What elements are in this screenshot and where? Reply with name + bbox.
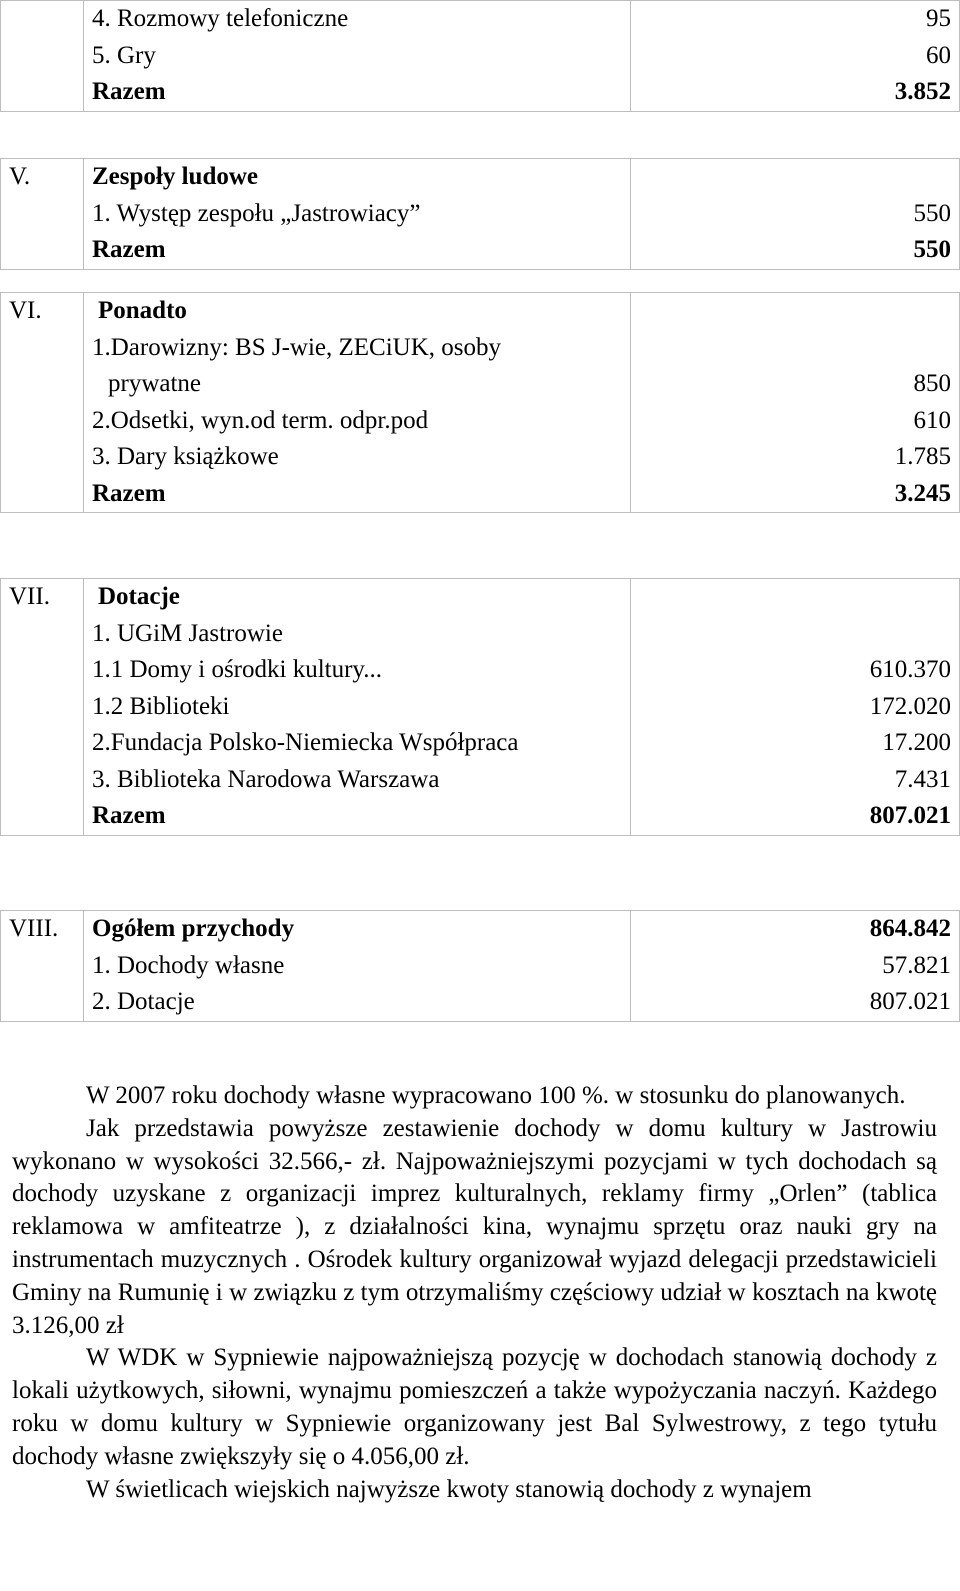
- row-value: [631, 330, 951, 367]
- row-value: 610.370: [869, 656, 951, 683]
- paragraph: W WDK w Sypniewie najpoważniejszą pozycję w dochodach stanowią dochody z lokali użytkowych, siłowni, wynajmu pomieszczeń a także wypożyczania naczyń. Każdego roku w domu kultury w Sypniewie organizowany jest Bal Sylwestrowy, z tego tytułu dochody własne zwiększyły się o 4.056,00 zł.: [12, 1344, 937, 1470]
- roman-cell: [1, 579, 84, 836]
- row-value: [631, 159, 951, 196]
- roman-cell: [1, 293, 84, 513]
- section-number: VIII.: [9, 915, 59, 942]
- row-value: 850: [913, 370, 951, 397]
- row-value: 7.431: [894, 765, 951, 793]
- row-label: 3. Dary książkowe: [92, 443, 279, 470]
- total-value: 864.842: [869, 915, 951, 942]
- label-cell: [84, 911, 631, 1022]
- row-value: 610: [913, 406, 951, 434]
- total-label: Razem: [92, 479, 166, 507]
- section-vii-table: [0, 578, 960, 836]
- roman-cell: [1, 159, 84, 270]
- row-label: 3. Biblioteka Narodowa Warszawa: [92, 765, 440, 793]
- body-text: [12, 1080, 937, 1506]
- section-iv-table: [0, 0, 960, 112]
- section-heading: Ogółem przychody: [92, 915, 295, 942]
- value-cell: [631, 159, 960, 270]
- row-label: 1.Darowizny: BS J-wie, ZECiUK, osoby: [92, 333, 501, 361]
- paragraph: W świetlicach wiejskich najwyższe kwoty stanowią dochody z wynajem: [86, 1475, 812, 1503]
- section-vi-table: [0, 292, 960, 513]
- label-cell: [84, 159, 631, 270]
- row-label: 1. Występ zespołu „Jastrowiacy”: [92, 199, 421, 227]
- label-cell: [84, 293, 631, 513]
- paragraph: Jak przedstawia powyższe zestawienie dochody w domu kultury w Jastrowiu wykonano w wysokości 32.566,- zł. Najpoważniejszymi pozycjami w tych dochodach są dochody uzyskane z organizacji imprez kulturalnych, reklamy firmy „Orlen” (tablica reklamowa w amfiteatrze ), z działalności kina, wynajmu sprzętu oraz nauki gry na instrumentach muzycznych . Ośrodek kultury organizował wyjazd delegacji przedstawicieli Gminy na Rumunię i w związku z tym otrzymaliśmy częściowy udział w kosztach na kwotę 3.126,00 zł: [12, 1114, 937, 1339]
- row-value: 60: [926, 41, 951, 69]
- row-label: 5. Gry: [92, 41, 156, 69]
- value-cell: [631, 1, 960, 112]
- total-value: 807.021: [869, 802, 951, 829]
- row-value: [631, 579, 951, 616]
- total-label: Razem: [92, 802, 166, 829]
- row-label: 1. UGiM Jastrowie: [92, 619, 283, 647]
- row-label: 2. Dotacje: [92, 988, 195, 1015]
- row-label: 1.2 Biblioteki: [92, 692, 230, 720]
- label-cell: [84, 579, 631, 836]
- total-value: 3.245: [894, 479, 951, 507]
- row-value: 17.200: [882, 729, 951, 756]
- section-heading: Zespoły ludowe: [92, 163, 259, 190]
- section-number: VI.: [9, 297, 42, 324]
- row-value: 1.785: [894, 443, 951, 470]
- row-label: 2.Odsetki, wyn.od term. odpr.pod: [92, 406, 429, 434]
- row-value: 172.020: [869, 692, 951, 720]
- roman-cell: [1, 911, 84, 1022]
- row-label: 2.Fundacja Polsko-Niemiecka Współpraca: [92, 729, 519, 756]
- total-value: 550: [913, 236, 951, 263]
- row-label: 1. Dochody własne: [92, 951, 285, 979]
- total-label: Razem: [92, 78, 166, 105]
- row-value: [631, 616, 951, 653]
- section-number: VII.: [9, 583, 50, 610]
- row-value: 95: [926, 5, 951, 32]
- label-cell: [84, 1, 631, 112]
- row-label: 4. Rozmowy telefoniczne: [92, 5, 349, 32]
- total-label: Razem: [92, 236, 166, 263]
- section-heading: Ponadto: [98, 297, 187, 324]
- value-cell: [631, 579, 960, 836]
- row-value: [631, 293, 951, 330]
- section-number: V.: [9, 163, 31, 190]
- row-label: prywatne: [108, 370, 202, 397]
- row-value: 57.821: [882, 951, 951, 979]
- section-viii-table: [0, 910, 960, 1022]
- roman-cell: [1, 1, 84, 112]
- total-value: 3.852: [894, 78, 951, 105]
- value-cell: [631, 911, 960, 1022]
- section-v-table: [0, 158, 960, 270]
- row-label: 1.1 Domy i ośrodki kultury...: [92, 656, 383, 683]
- value-cell: [631, 293, 960, 513]
- section-heading: Dotacje: [98, 583, 180, 610]
- paragraph: W 2007 roku dochody własne wypracowano 100 %. w stosunku do planowanych.: [86, 1082, 906, 1109]
- row-value: 807.021: [869, 988, 951, 1015]
- row-value: 550: [913, 199, 951, 227]
